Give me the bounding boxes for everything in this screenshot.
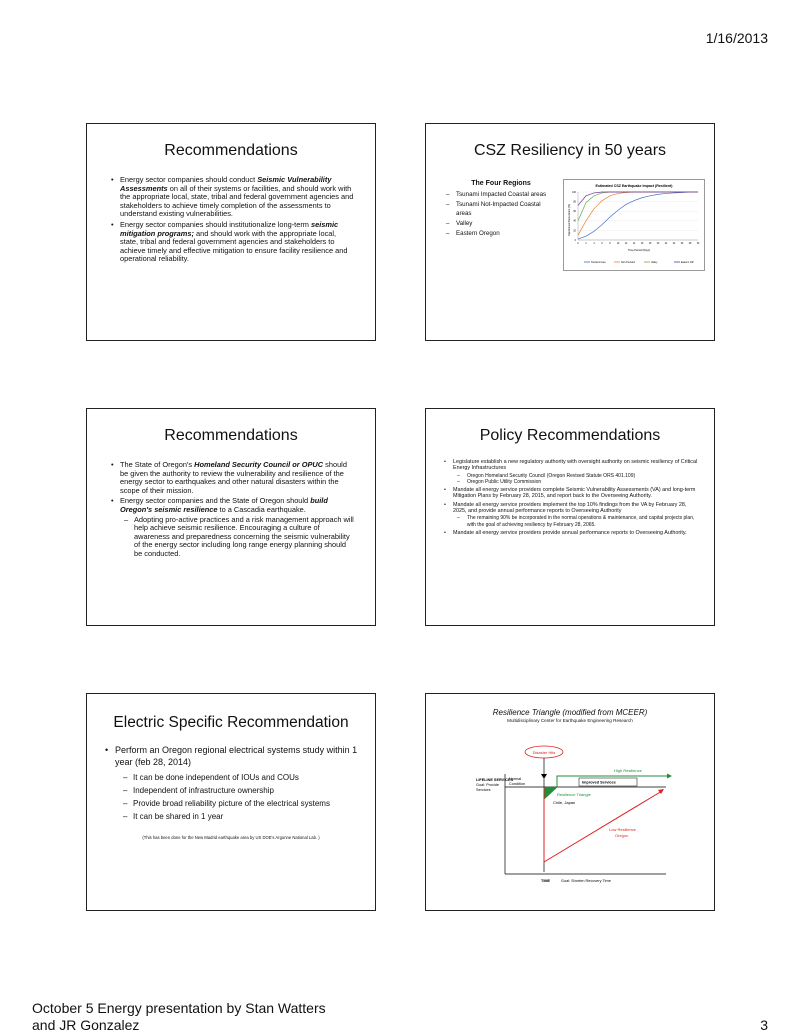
y-tick-label: 80 bbox=[573, 200, 576, 204]
slide-recommendations-1 bbox=[86, 123, 376, 341]
slide-csz-resiliency bbox=[425, 123, 715, 341]
legend-label: Eastern OR bbox=[681, 261, 694, 264]
legend-label: Tsunami Area bbox=[591, 261, 606, 264]
slide-title: Recommendations bbox=[164, 427, 298, 444]
slide-subtitle: Multidisciplinary Center for Earthquake Engineering Research bbox=[507, 718, 633, 723]
slide-recommendations-2 bbox=[86, 408, 376, 626]
x-tick-label: 28 bbox=[688, 243, 692, 245]
x-tick-label: 16 bbox=[640, 243, 644, 245]
x-tick-label: 0 bbox=[577, 243, 579, 245]
x-tick-label: 30 bbox=[696, 243, 700, 245]
normal-label: Normal bbox=[509, 777, 522, 781]
sub-bullet-item: – Adopting pro-active practices and a risk management approach will help achieve seismic resilience. Encouraging a culture of awareness and preparedness concerning the seismic vulnerability of the energy sector including long range energy planning should be conducted. bbox=[124, 516, 355, 559]
bullet-item: • Mandate all energy service providers provide annual performance reports to Overseeing Authority. bbox=[444, 530, 698, 536]
bullet-item: • Legislature establish a new regulatory authority with oversight authority on seismic resiliency of Critical Energy Infrastructures – Oregon Homeland Security Council (Oregon Revised Statute ORS 401.109) – Oregon Public Utility Commission bbox=[444, 459, 698, 485]
slide-title: Policy Recommendations bbox=[479, 427, 661, 444]
x-tick-label: 2 bbox=[585, 243, 587, 245]
regions-list bbox=[446, 179, 556, 239]
chart-title: Estimated CSZ Earthquake Impact (Resilient) bbox=[595, 184, 673, 188]
oregon-label: Oregon bbox=[615, 833, 629, 838]
csz-chart-svg bbox=[564, 180, 704, 270]
series-line-non-tsunami bbox=[578, 192, 698, 235]
legend-label: Valley bbox=[651, 261, 658, 264]
lifeline-services-label: Services bbox=[476, 788, 491, 792]
header-date: 1/16/2013 bbox=[705, 30, 768, 46]
chart-xlabel: Time Period (Days) bbox=[627, 249, 651, 252]
lifeline-goal-label: Goal: Provide bbox=[476, 783, 500, 787]
bullet-item: • Mandate all energy service providers implement the top 10% findings from the VA by February 28, 2025, and provide annual performance reports to Overseeing Authority – The remaining 90% be incorporated in the normal operations & maintenance, and capital projects plan, with the goal of achieving resiliency by February 28, 2065. bbox=[444, 502, 698, 528]
sub-bullet-item: – It can be shared in 1 year bbox=[123, 810, 359, 823]
y-tick-label: 0 bbox=[574, 238, 576, 242]
bullet-list bbox=[444, 459, 698, 536]
x-tick-label: 12 bbox=[624, 243, 628, 245]
disaster-label: Disaster Hits bbox=[532, 750, 556, 755]
slide-resilience-triangle bbox=[425, 693, 715, 911]
x-tick-label: 14 bbox=[632, 243, 636, 245]
y-tick-label: 60 bbox=[573, 210, 576, 214]
time-label: TIME bbox=[541, 879, 551, 883]
x-tick-label: 10 bbox=[616, 243, 620, 245]
disaster-arrowhead bbox=[541, 774, 547, 779]
bullet-item: • The State of Oregon's Homeland Security Council or OPUC should be given the authority to review the vulnerability and resilience of the energy sector to earthquakes and other natural disasters within the scope of their mission. bbox=[111, 461, 355, 495]
region-item: – Eastern Oregon bbox=[446, 229, 556, 238]
csz-chart bbox=[563, 179, 705, 271]
x-tick-label: 6 bbox=[601, 243, 603, 245]
region-item: – Valley bbox=[446, 219, 556, 228]
slide-title: Resilience Triangle (modified from MCEER) bbox=[492, 708, 648, 717]
page-number: 3 bbox=[760, 1017, 768, 1033]
footer-line-1: October 5 Energy presentation by Stan Watters bbox=[32, 1000, 326, 1016]
x-tick-label: 24 bbox=[672, 243, 676, 245]
y-tick-label: 100 bbox=[572, 190, 576, 194]
bullet-item: • Energy sector companies and the State of Oregon should build Oregon's seismic resilience to a Cascadia earthquake. – Adopting pro-active practices and a risk management approach will help achieve seismic resilience. Encouraging a culture of awareness and preparedness concerning the seismic vulnerability of the energy sector including long range energy planning should be conducted. bbox=[111, 497, 355, 558]
sub-bullet-item: – It can be done independent of IOUs and COUs bbox=[123, 771, 359, 784]
bullet-item: • Perform an Oregon regional electrical systems study within 1 year (feb 28, 2014) – It can be done independent of IOUs and COUs – Independent of infrastructure ownership – Provide broad reliability picture of the electrical systems – It can be shared in 1 year bbox=[105, 744, 359, 823]
y-tick-label: 40 bbox=[573, 219, 576, 223]
x-tick-label: 4 bbox=[593, 243, 595, 245]
low-resilience-label: Low Resilience bbox=[609, 827, 636, 832]
regions-heading: The Four Regions bbox=[471, 180, 531, 187]
slide-title: CSZ Resiliency in 50 years bbox=[473, 142, 667, 159]
high-resilience-arrowhead bbox=[667, 774, 672, 779]
bullet-list bbox=[105, 744, 359, 823]
x-tick-label: 26 bbox=[680, 243, 684, 245]
condition-label: Condition bbox=[509, 782, 526, 786]
resilience-triangle-diagram bbox=[426, 724, 714, 910]
chart-ylabel: Operational Restoration (%) bbox=[568, 203, 571, 237]
sub-bullet-item: – Oregon Public Utility Commission bbox=[457, 479, 698, 485]
bullet-list bbox=[111, 176, 355, 264]
footer-line-2: and JR Gonzalez bbox=[32, 1017, 140, 1033]
y-tick-label: 20 bbox=[573, 229, 576, 233]
region-item: – Tsunami Impacted Coastal areas bbox=[446, 190, 556, 199]
slide-electric-recommendation bbox=[86, 693, 376, 911]
footer-text bbox=[32, 1000, 412, 1034]
high-resilience-label: High Resilience bbox=[614, 768, 642, 773]
sub-bullet-item: – Oregon Homeland Security Council (Oregon Revised Statute ORS 401.109) bbox=[457, 473, 698, 479]
sub-bullet-item: – Independent of infrastructure ownership bbox=[123, 784, 359, 797]
bullet-item: • Mandate all energy service providers complete Seismic Vulnerability Assessments (VA) and long-term Mitigation Plans by February 28, 2015, and report back to the Overseeing Authority. bbox=[444, 487, 698, 500]
sub-bullet-item: – The remaining 90% be incorporated in the normal operations & maintenance, and capital projects plan, with the goal of achieving resiliency by February 28, 2065. bbox=[457, 515, 698, 528]
x-tick-label: 22 bbox=[664, 243, 668, 245]
goal-time-label: Goal: Shorten Recovery Time bbox=[561, 879, 611, 883]
bullet-item: • Energy sector companies should conduct Seismic Vulnerability Assessments on all of their systems or facilities, and should work with the appropriate local, state, tribal and federal government agencies and stakeholders to achieve timely completion of the assessments to understand existing vulnerabilities. bbox=[111, 176, 355, 219]
lifeline-label: LIFELINE SERVICES bbox=[476, 778, 514, 782]
footnote: (This has been done for the New Madrid earthquake area by US DOE's Argonne National Lab. ) bbox=[142, 835, 320, 840]
bullet-item: • Energy sector companies should institutionalize long-term seismic mitigation programs; and should work with the appropriate local, state, tribal and federal government agencies and stakeholders to achieve timely and effective mitigation to ensure facility resilience and operational reliability. bbox=[111, 221, 355, 264]
improved-services-label: Improved Services bbox=[582, 780, 616, 785]
sub-bullet-item: – Provide broad reliability picture of the electrical systems bbox=[123, 797, 359, 810]
region-item: – Tsunami Not-Impacted Coastal areas bbox=[446, 200, 556, 218]
chile-japan-label: Chile, Japan bbox=[553, 800, 576, 805]
slide-policy-recommendations bbox=[425, 408, 715, 626]
slide-title: Electric Specific Recommendation bbox=[113, 714, 349, 731]
x-tick-label: 20 bbox=[656, 243, 660, 245]
bullet-list bbox=[111, 461, 355, 559]
resilience-triangle-label: Resilience Triangle bbox=[557, 792, 591, 797]
legend-label: Non-Tsunami bbox=[621, 261, 636, 264]
x-tick-label: 18 bbox=[648, 243, 652, 245]
series-line-tsunami-area bbox=[578, 192, 698, 239]
slide-title: Recommendations bbox=[164, 142, 298, 159]
x-tick-label: 8 bbox=[609, 243, 611, 245]
series-line-eastern-or bbox=[578, 192, 698, 205]
